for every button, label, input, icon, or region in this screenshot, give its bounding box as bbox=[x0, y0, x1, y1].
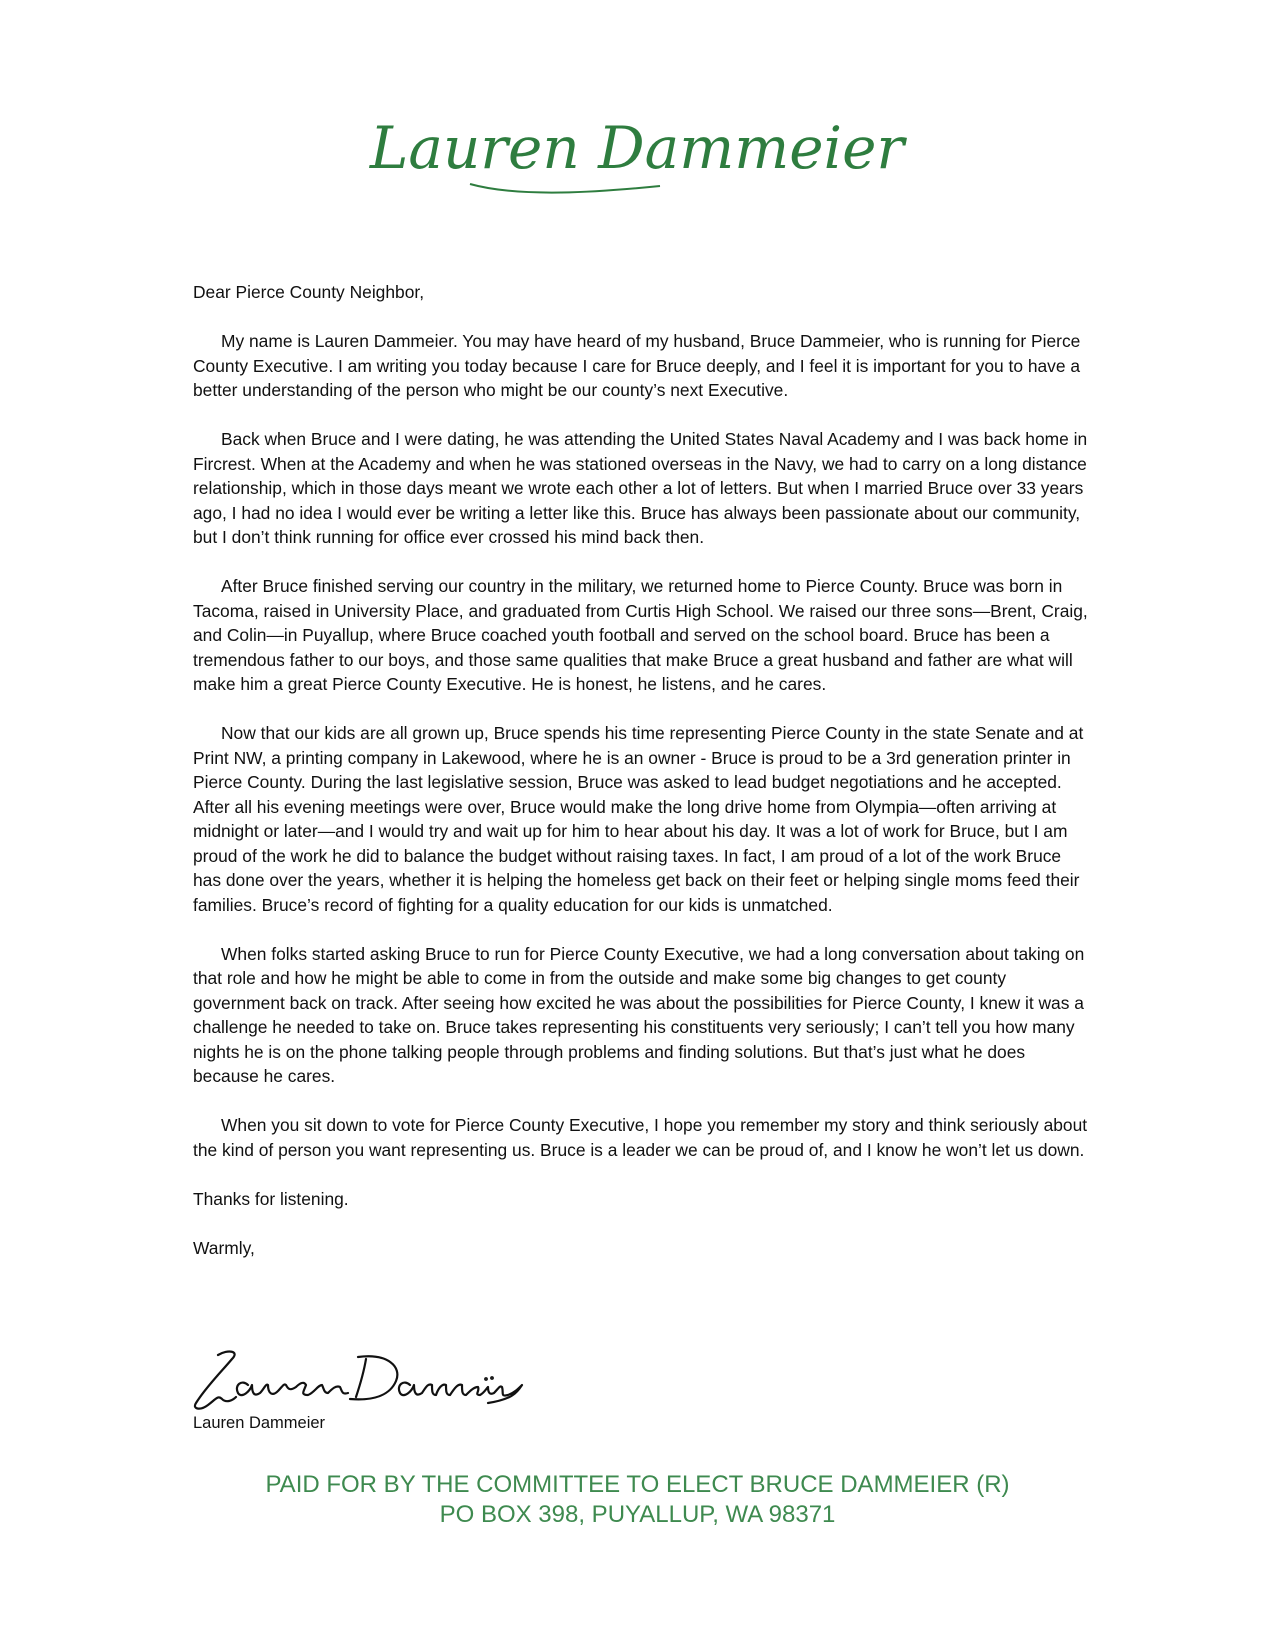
salutation: Dear Pierce County Neighbor, bbox=[193, 282, 425, 302]
paragraph-4: Now that our kids are all grown up, Bruce spends his time representing Pierce County in the state Senate and at Print NW, a printing company in Lakewood, where he is an owner - Bruce is proud to be a 3rd generation printer in Pierce County. During the last legislative session, Bruce was asked to lead budget negotiations and he accepted. After all his evening meetings were over, Bruce would make the long drive home from Olympia—often arriving at midnight or later—and I would try and wait up for him to hear about his day. It was a lot of work for Bruce, but I am proud of the work he did to balance the budget without raising taxes. In fact, I am proud of a lot of the work Bruce has done over the years, whether it is helping the homeless get back on their feet or helping single moms feed their families. Bruce’s record of fighting for a quality education for our kids is unmatched. bbox=[193, 723, 1084, 915]
letter-body bbox=[193, 280, 1093, 1285]
thanks-line: Thanks for listening. bbox=[193, 1188, 349, 1209]
letterhead-name: Lauren Dammeier bbox=[369, 114, 905, 182]
disclaimer-line-2: PO BOX 398, PUYALLUP, WA 98371 bbox=[439, 1501, 836, 1528]
handwritten-signature bbox=[188, 1345, 528, 1415]
letterhead-logo bbox=[0, 100, 1275, 210]
letterhead-flourish bbox=[470, 184, 660, 193]
paragraph-1: My name is Lauren Dammeier. You may have heard of my husband, Bruce Dammeier, who is running for Pierce County Executive. I am writing you today because I care for Bruce deeply, and I feel it is important for you to have a better understanding of the person who might be our county’s next Executive. bbox=[193, 331, 1081, 400]
paragraph-3: After Bruce finished serving our country in the military, we returned home to Pierce County. Bruce was born in Tacoma, raised in University Place, and graduated from Curtis High School. We raised our three sons—Brent, Craig, and Colin—in Puyallup, where Bruce coached youth football and served on the school board. Bruce has been a tremendous father to our boys, and those same qualities that make Bruce a great husband and father are what will make him a great Pierce County Executive. He is honest, he listens, and he cares. bbox=[193, 576, 1088, 694]
signature-svg bbox=[188, 1345, 528, 1415]
printed-name: Lauren Dammeier bbox=[193, 1414, 326, 1432]
paid-for-disclaimer bbox=[0, 1470, 1275, 1530]
letterhead-logo-svg bbox=[0, 100, 1275, 210]
paragraph-6: When you sit down to vote for Pierce County Executive, I hope you remember my story and think seriously about the kind of person you want representing us. Bruce is a leader we can be proud of, and I know he won’t let us down. bbox=[193, 1115, 1088, 1160]
paragraph-2: Back when Bruce and I were dating, he was attending the United States Naval Academy and I was back home in Fircrest. When at the Academy and when he was stationed overseas in the Navy, we had to carry on a long distance relationship, which in those days meant we wrote each other a lot of letters. But when I married Bruce over 33 years ago, I had no idea I would ever be writing a letter like this. Bruce has always been passionate about our community, but I don’t think running for office ever crossed his mind back then. bbox=[193, 429, 1088, 547]
disclaimer-line-1: PAID FOR BY THE COMMITTEE TO ELECT BRUCE DAMMEIER (R) bbox=[265, 1471, 1010, 1498]
paragraph-5: When folks started asking Bruce to run for Pierce County Executive, we had a long conversation about taking on that role and how he might be able to come in from the outside and make some big changes to get county government back on track. After seeing how excited he was about the possibilities for Pierce County, I knew it was a challenge he needed to take on. Bruce takes representing his constituents very seriously; I can’t tell you how many nights he is on the phone talking people through problems and finding solutions. But that’s just what he does because he cares. bbox=[193, 943, 1085, 1086]
closing-line: Warmly, bbox=[193, 1237, 255, 1258]
